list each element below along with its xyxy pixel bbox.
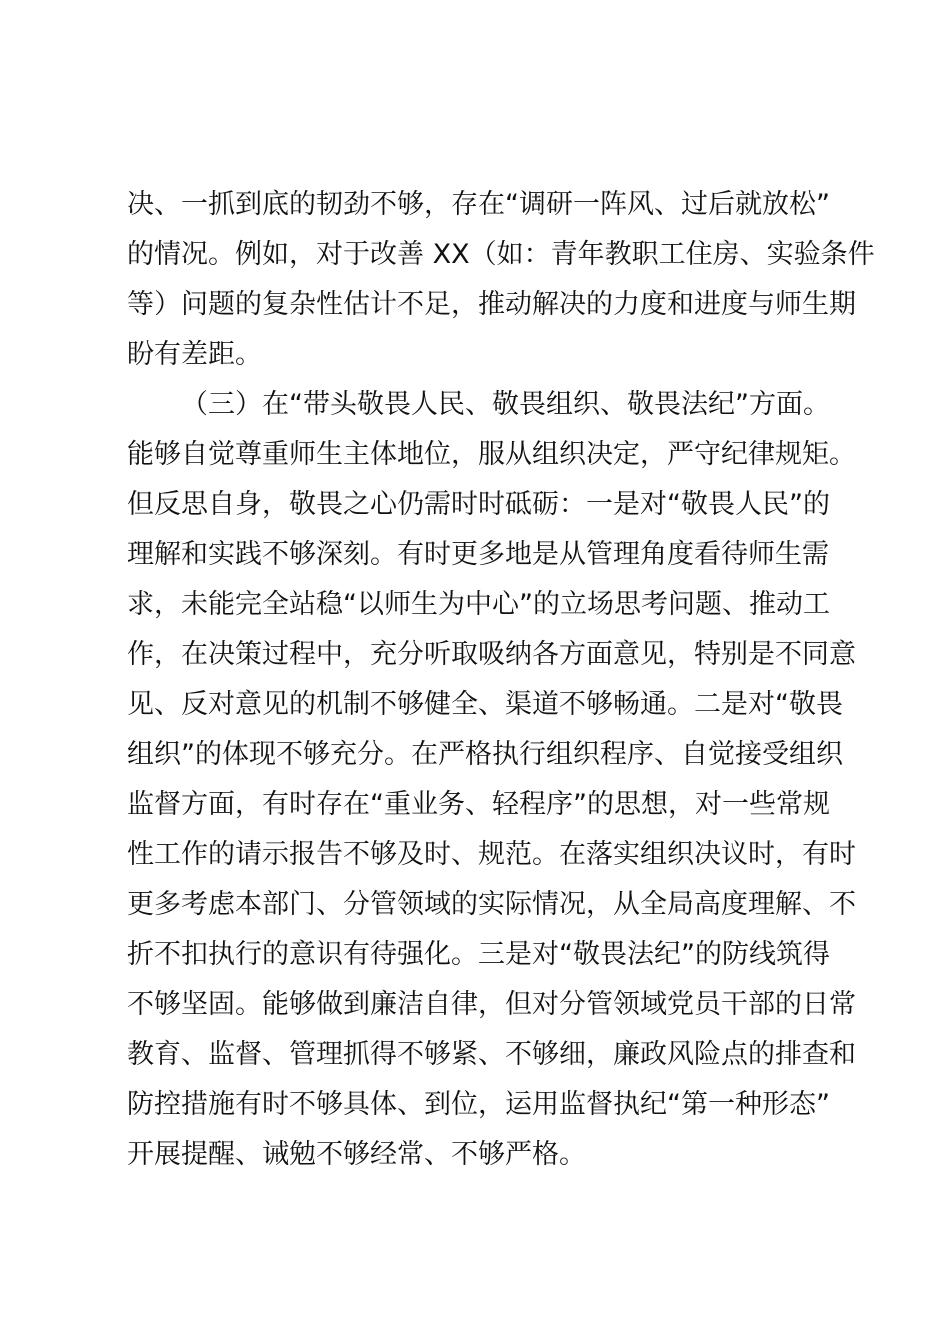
text-line: 组织”的体现不够充分。在严格执行组织程序、自觉接受组织 bbox=[127, 739, 843, 770]
text-line: 理解和实践不够深刻。有时更多地是从管理角度看待师生需 bbox=[127, 539, 829, 570]
text-line: 不够坚固。能够做到廉洁自律，但对分管领域党员干部的日常 bbox=[127, 989, 856, 1020]
text-line: 能够自觉尊重师生主体地位，服从组织决定，严守纪律规矩。 bbox=[127, 439, 856, 470]
text-line: 的情况。例如，对于改善 XX（如：青年教职工住房、实验条件 bbox=[127, 239, 875, 270]
text-line: 但反思自身，敬畏之心仍需时时砥砺：一是对“敬畏人民”的 bbox=[127, 489, 830, 520]
paragraph-continuation bbox=[127, 180, 875, 380]
text-line: 开展提醒、诫勉不够经常、不够严格。 bbox=[127, 1139, 586, 1170]
text-line: 求，未能完全站稳“以师生为中心”的立场思考问题、推动工 bbox=[127, 589, 830, 620]
document-page bbox=[127, 180, 875, 1180]
text-line: 作，在决策过程中，充分听取吸纳各方面意见，特别是不同意 bbox=[127, 639, 856, 670]
text-line: 等）问题的复杂性估计不足，推动解决的力度和进度与师生期 bbox=[127, 289, 856, 320]
text-line: 见、反对意见的机制不够健全、渠道不够畅通。二是对“敬畏 bbox=[127, 689, 843, 720]
text-line: 防控措施有时不够具体、到位，运用监督执纪“第一种形态” bbox=[127, 1089, 830, 1120]
text-line: 性工作的请示报告不够及时、规范。在落实组织决议时，有时 bbox=[127, 839, 856, 870]
text-line: 折不扣执行的意识有待强化。三是对“敬畏法纪”的防线筑得 bbox=[127, 939, 830, 970]
text-line: 教育、监督、管理抓得不够紧、不够细，廉政风险点的排查和 bbox=[127, 1039, 856, 1070]
text-line: 盼有差距。 bbox=[127, 339, 262, 370]
paragraph-section-three bbox=[127, 380, 856, 1180]
text-line: 决、一抓到底的韧劲不够，存在“调研一阵风、过后就放松” bbox=[127, 189, 830, 220]
text-line: 更多考虑本部门、分管领域的实际情况，从全局高度理解、不 bbox=[127, 889, 856, 920]
text-line: 监督方面，有时存在“重业务、轻程序”的思想，对一些常规 bbox=[127, 789, 830, 820]
section-heading-line: （三）在“带头敬畏人民、敬畏组织、敬畏法纪”方面。 bbox=[181, 389, 830, 420]
